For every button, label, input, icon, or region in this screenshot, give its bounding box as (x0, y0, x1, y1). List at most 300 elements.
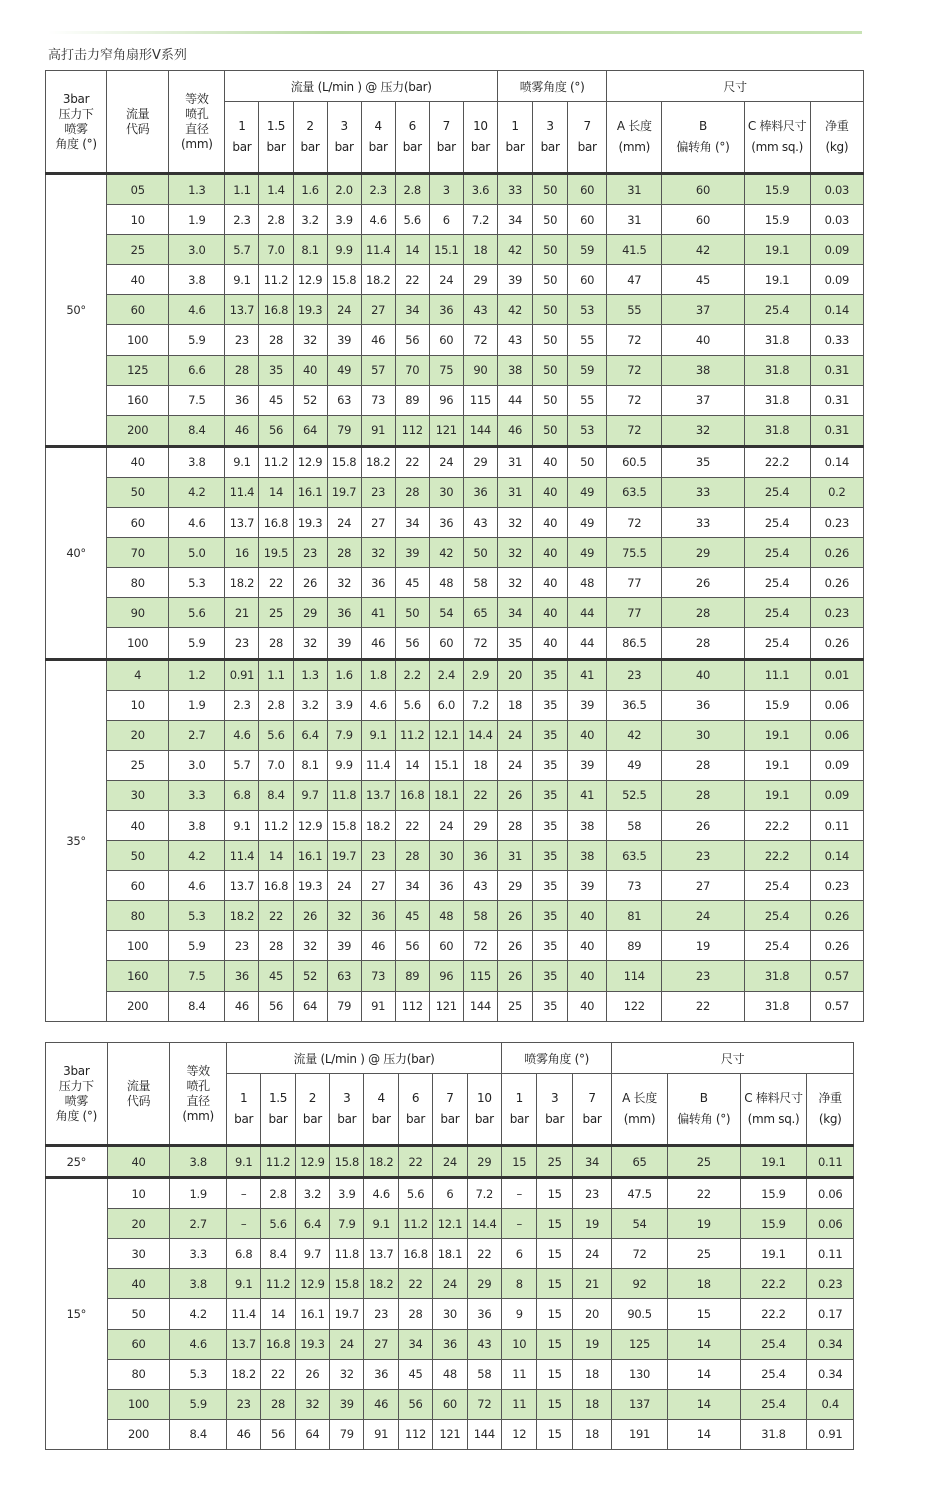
spray-angle-7bar-cell: 39 (568, 871, 607, 901)
flow-10bar-cell: 36 (467, 1299, 501, 1329)
net-weight-cell: 0.4 (807, 1389, 854, 1419)
flow-1-5bar-cell: 45 (259, 961, 293, 991)
flow-code-cell: 70 (107, 538, 169, 568)
flow-6bar-cell: 2.8 (395, 174, 429, 205)
header-spray-angle-1bar: 1 bar (497, 102, 532, 174)
dim-b-deflection-cell: 42 (662, 235, 744, 265)
flow-1bar-cell: 23 (225, 628, 259, 659)
flow-1bar-cell: 23 (225, 931, 259, 961)
flow-7bar-cell: 121 (429, 991, 463, 1021)
dim-c-bar-size-cell: 19.1 (744, 265, 810, 295)
spray-angle-1bar-cell: 34 (497, 205, 532, 235)
spray-angle-3bar-cell: 15 (537, 1209, 572, 1239)
flow-1bar-cell: 5.7 (225, 235, 259, 265)
flow-1bar-cell: 9.1 (226, 1146, 260, 1178)
dim-a-length-cell: 137 (612, 1389, 668, 1419)
flow-code-cell: 50 (107, 841, 169, 871)
flow-1bar-cell: 11.4 (225, 477, 259, 507)
flow-2bar-cell: 16.1 (295, 1299, 329, 1329)
table-row (46, 355, 864, 385)
net-weight-cell: 0.34 (807, 1359, 854, 1389)
flow-7bar-cell: 30 (433, 1299, 467, 1329)
flow-6bar-cell: 70 (395, 355, 429, 385)
flow-3bar-cell: 9.9 (327, 750, 361, 780)
orifice-diameter-cell: 8.4 (169, 415, 225, 446)
flow-6bar-cell: 56 (395, 325, 429, 355)
flow-2bar-cell: 8.1 (293, 750, 327, 780)
header-spray-angle: 3bar 压力下 喷雾 角度 (°) (46, 71, 107, 174)
flow-2bar-cell: 8.1 (293, 235, 327, 265)
flow-4bar-cell: 91 (361, 991, 395, 1021)
flow-7bar-cell: 60 (433, 1389, 467, 1419)
orifice-diameter-cell: 3.8 (170, 1269, 227, 1299)
dim-a-length-cell: 41.5 (607, 235, 662, 265)
table-row (46, 871, 864, 901)
flow-4bar-cell: 57 (361, 355, 395, 385)
flow-2bar-cell: 12.9 (295, 1269, 329, 1299)
flow-4bar-cell: 27 (361, 871, 395, 901)
dim-c-bar-size-cell: 25.4 (744, 901, 810, 931)
spray-angle-7bar-cell: 41 (568, 780, 607, 810)
flow-code-cell: 160 (107, 961, 169, 991)
orifice-diameter-cell: 5.3 (169, 901, 225, 931)
dim-b-deflection-cell: 32 (662, 415, 744, 446)
flow-4bar-cell: 91 (361, 415, 395, 446)
spray-angle-7bar-cell: 40 (568, 991, 607, 1021)
spray-angle-cell: 35° (46, 659, 107, 1021)
flow-code-cell: 20 (107, 720, 169, 750)
flow-10bar-cell: 43 (467, 1329, 501, 1359)
flow-1-5bar-cell: 22 (261, 1359, 295, 1389)
header-flow-2bar: 2 bar (293, 102, 327, 174)
net-weight-cell: 0.31 (810, 355, 863, 385)
dim-c-bar-size-cell: 25.4 (740, 1389, 807, 1419)
flow-1-5bar-cell: 14 (259, 841, 293, 871)
flow-4bar-cell: 9.1 (364, 1209, 398, 1239)
table-row (46, 1419, 854, 1449)
flow-3bar-cell: 32 (327, 901, 361, 931)
net-weight-cell: 0.06 (807, 1209, 854, 1239)
flow-6bar-cell: 22 (398, 1146, 432, 1178)
flow-4bar-cell: 18.2 (361, 265, 395, 295)
flow-10bar-cell: 72 (463, 628, 497, 659)
spray-angle-7bar-cell: 55 (568, 385, 607, 415)
net-weight-cell: 0.31 (810, 385, 863, 415)
spray-angle-1bar-cell: 38 (497, 355, 532, 385)
spray-angle-3bar-cell: 50 (533, 415, 568, 446)
flow-2bar-cell: 40 (293, 355, 327, 385)
spray-angle-3bar-cell: 15 (537, 1389, 572, 1419)
flow-1bar-cell: 13.7 (225, 871, 259, 901)
flow-10bar-cell: 29 (463, 265, 497, 295)
spray-angle-1bar-cell: 33 (497, 174, 532, 205)
dim-b-deflection-cell: 22 (662, 991, 744, 1021)
spray-angle-1bar-cell: 24 (497, 750, 532, 780)
table-row (46, 1299, 854, 1329)
dim-c-bar-size-cell: 31.8 (744, 961, 810, 991)
flow-1bar-cell: 46 (225, 991, 259, 1021)
spray-angle-7bar-cell: 38 (568, 841, 607, 871)
header-dimensions-group: 尺寸 (612, 1043, 854, 1074)
table-row (46, 538, 864, 568)
flow-1-5bar-cell: 8.4 (261, 1239, 295, 1269)
flow-1-5bar-cell: 28 (261, 1389, 295, 1419)
flow-1-5bar-cell: 35 (259, 355, 293, 385)
flow-2bar-cell: 29 (293, 598, 327, 628)
table-row (46, 841, 864, 871)
flow-6bar-cell: 34 (395, 871, 429, 901)
flow-10bar-cell: 36 (463, 477, 497, 507)
flow-1-5bar-cell: 16.8 (259, 508, 293, 538)
dim-a-length-cell: 52.5 (607, 780, 662, 810)
flow-2bar-cell: 26 (293, 568, 327, 598)
flow-2bar-cell: 9.7 (295, 1239, 329, 1269)
flow-6bar-cell: 2.2 (395, 659, 429, 690)
header-spray-angle-7bar: 7 bar (568, 102, 607, 174)
flow-6bar-cell: 22 (398, 1269, 432, 1299)
flow-code-cell: 40 (107, 446, 169, 477)
dim-a-length-cell: 90.5 (612, 1299, 668, 1329)
dim-a-length-cell: 54 (612, 1209, 668, 1239)
orifice-diameter-cell: 3.3 (169, 780, 225, 810)
header-flow-group: 流量 (L/min ) @ 压力(bar) (225, 71, 498, 102)
flow-1-5bar-cell: 56 (261, 1419, 295, 1449)
spray-angle-3bar-cell: 35 (533, 961, 568, 991)
net-weight-cell: 0.03 (810, 205, 863, 235)
flow-7bar-cell: 48 (429, 901, 463, 931)
flow-3bar-cell: 15.8 (327, 810, 361, 840)
net-weight-cell: 0.34 (807, 1329, 854, 1359)
flow-1-5bar-cell: 5.6 (261, 1209, 295, 1239)
spray-angle-7bar-cell: 60 (568, 265, 607, 295)
flow-1-5bar-cell: 11.2 (261, 1269, 295, 1299)
spray-angle-7bar-cell: 40 (568, 720, 607, 750)
flow-1-5bar-cell: 1.1 (259, 659, 293, 690)
dim-a-length-cell: 72 (607, 415, 662, 446)
header-orifice-diameter: 等效 喷孔 直径 (mm) (169, 71, 225, 174)
flow-10bar-cell: 22 (467, 1239, 501, 1269)
spray-angle-7bar-cell: 59 (568, 235, 607, 265)
flow-1-5bar-cell: 11.2 (259, 810, 293, 840)
header-flow-code: 流量 代码 (107, 1043, 170, 1146)
flow-10bar-cell: 65 (463, 598, 497, 628)
top-accent-line (48, 31, 862, 34)
header-spray-angle-1bar: 1 bar (502, 1074, 537, 1146)
flow-6bar-cell: 14 (395, 750, 429, 780)
spray-angle-1bar-cell: 32 (497, 568, 532, 598)
spray-angle-1bar-cell: 42 (497, 295, 532, 325)
flow-1bar-cell: 23 (225, 325, 259, 355)
spray-angle-3bar-cell: 40 (533, 568, 568, 598)
net-weight-cell: 0.01 (810, 659, 863, 690)
spray-angle-7bar-cell: 40 (568, 901, 607, 931)
flow-4bar-cell: 23 (364, 1299, 398, 1329)
flow-1-5bar-cell: 19.5 (259, 538, 293, 568)
dim-c-bar-size-cell: 19.1 (744, 235, 810, 265)
flow-4bar-cell: 36 (361, 568, 395, 598)
table-row (46, 1389, 854, 1419)
net-weight-cell: 0.57 (810, 991, 863, 1021)
flow-10bar-cell: 7.2 (463, 205, 497, 235)
flow-code-cell: 160 (107, 385, 169, 415)
flow-4bar-cell: 27 (364, 1329, 398, 1359)
flow-10bar-cell: 14.4 (463, 720, 497, 750)
flow-3bar-cell: 9.9 (327, 235, 361, 265)
spray-angle-3bar-cell: 15 (537, 1299, 572, 1329)
dim-a-length-cell: 31 (607, 174, 662, 205)
flow-2bar-cell: 1.3 (293, 659, 327, 690)
flow-1-5bar-cell: 5.6 (259, 720, 293, 750)
orifice-diameter-cell: 3.3 (170, 1239, 227, 1269)
dim-b-deflection-cell: 45 (662, 265, 744, 295)
dim-a-length-cell: 130 (612, 1359, 668, 1389)
flow-code-cell: 80 (107, 1359, 170, 1389)
flow-7bar-cell: 12.1 (429, 720, 463, 750)
orifice-diameter-cell: 1.9 (170, 1178, 227, 1209)
spray-angle-1bar-cell: 31 (497, 446, 532, 477)
header-dim-a-length: A 长度 (mm) (607, 102, 662, 174)
dim-b-deflection-cell: 40 (662, 659, 744, 690)
dim-c-bar-size-cell: 25.4 (744, 871, 810, 901)
dim-a-length-cell: 89 (607, 931, 662, 961)
angle-group (46, 1146, 854, 1178)
spray-angle-3bar-cell: 15 (537, 1359, 572, 1389)
orifice-diameter-cell: 4.6 (169, 871, 225, 901)
flow-1bar-cell: 11.4 (226, 1299, 260, 1329)
table-row (46, 1239, 854, 1269)
flow-code-cell: 200 (107, 415, 169, 446)
spray-angle-3bar-cell: 40 (533, 598, 568, 628)
flow-2bar-cell: 64 (295, 1419, 329, 1449)
flow-1-5bar-cell: 14 (259, 477, 293, 507)
spray-angle-cell: 15° (46, 1178, 108, 1450)
flow-6bar-cell: 56 (395, 628, 429, 659)
net-weight-cell: 0.09 (810, 780, 863, 810)
flow-7bar-cell: 96 (429, 385, 463, 415)
flow-7bar-cell: 48 (433, 1359, 467, 1389)
table-row (46, 235, 864, 265)
header-orifice-diameter: 等效 喷孔 直径 (mm) (170, 1043, 227, 1146)
table-row (46, 446, 864, 477)
dim-c-bar-size-cell: 22.2 (744, 446, 810, 477)
dim-a-length-cell: 23 (607, 659, 662, 690)
flow-10bar-cell: 29 (467, 1269, 501, 1299)
flow-7bar-cell: 42 (429, 538, 463, 568)
flow-1-5bar-cell: 2.8 (259, 205, 293, 235)
flow-1bar-cell: 13.7 (225, 295, 259, 325)
dim-a-length-cell: 47.5 (612, 1178, 668, 1209)
flow-6bar-cell: 16.8 (395, 780, 429, 810)
flow-1bar-cell: 11.4 (225, 841, 259, 871)
header-flow-1bar: 1 bar (226, 1074, 260, 1146)
flow-1bar-cell: 13.7 (226, 1329, 260, 1359)
flow-2bar-cell: 26 (293, 901, 327, 931)
net-weight-cell: 0.06 (810, 720, 863, 750)
dim-c-bar-size-cell: 15.9 (744, 205, 810, 235)
flow-10bar-cell: 58 (463, 568, 497, 598)
table-row (46, 568, 864, 598)
flow-7bar-cell: 6.0 (429, 690, 463, 720)
spray-angle-1bar-cell: 32 (497, 508, 532, 538)
page-title: 高打击力窄角扇形V系列 (48, 48, 187, 63)
spray-angle-7bar-cell: 50 (568, 446, 607, 477)
flow-3bar-cell: 24 (330, 1329, 364, 1359)
orifice-diameter-cell: 3.8 (170, 1146, 227, 1178)
spray-angle-3bar-cell: 15 (537, 1269, 572, 1299)
flow-6bar-cell: 11.2 (398, 1209, 432, 1239)
flow-10bar-cell: 50 (463, 538, 497, 568)
spray-angle-3bar-cell: 35 (533, 810, 568, 840)
spray-angle-7bar-cell: 41 (568, 659, 607, 690)
spray-angle-7bar-cell: 34 (572, 1146, 611, 1178)
dim-b-deflection-cell: 28 (662, 628, 744, 659)
orifice-diameter-cell: 7.5 (169, 385, 225, 415)
angle-group (46, 446, 864, 659)
orifice-diameter-cell: 3.8 (169, 810, 225, 840)
dim-b-deflection-cell: 40 (662, 325, 744, 355)
flow-6bar-cell: 5.6 (398, 1178, 432, 1209)
flow-10bar-cell: 29 (463, 446, 497, 477)
dim-b-deflection-cell: 30 (662, 720, 744, 750)
flow-4bar-cell: 27 (361, 508, 395, 538)
flow-2bar-cell: 12.9 (293, 810, 327, 840)
flow-10bar-cell: 58 (467, 1359, 501, 1389)
dim-c-bar-size-cell: 19.1 (744, 780, 810, 810)
header-spray-group: 喷雾角度 (°) (497, 71, 606, 102)
spray-angle-1bar-cell: 32 (497, 538, 532, 568)
dim-c-bar-size-cell: 25.4 (744, 508, 810, 538)
spray-angle-3bar-cell: 15 (537, 1239, 572, 1269)
flow-7bar-cell: 48 (429, 568, 463, 598)
flow-10bar-cell: 144 (467, 1419, 501, 1449)
flow-6bar-cell: 45 (398, 1359, 432, 1389)
dim-b-deflection-cell: 14 (667, 1329, 740, 1359)
flow-2bar-cell: 32 (293, 628, 327, 659)
flow-4bar-cell: 46 (361, 628, 395, 659)
spray-angle-3bar-cell: 40 (533, 477, 568, 507)
net-weight-cell: 0.11 (807, 1239, 854, 1269)
flow-1bar-cell: 46 (226, 1419, 260, 1449)
dim-c-bar-size-cell: 15.9 (744, 690, 810, 720)
table-row (46, 1269, 854, 1299)
dim-c-bar-size-cell: 15.9 (740, 1209, 807, 1239)
spray-angle-7bar-cell: 39 (568, 750, 607, 780)
orifice-diameter-cell: 8.4 (169, 991, 225, 1021)
flow-3bar-cell: 24 (327, 295, 361, 325)
spray-angle-3bar-cell: 40 (533, 446, 568, 477)
flow-1bar-cell: 2.3 (225, 205, 259, 235)
spray-angle-3bar-cell: 50 (533, 235, 568, 265)
flow-4bar-cell: 23 (361, 477, 395, 507)
flow-2bar-cell: 3.2 (293, 690, 327, 720)
net-weight-cell: 0.26 (810, 931, 863, 961)
flow-7bar-cell: 2.4 (429, 659, 463, 690)
flow-6bar-cell: 22 (395, 446, 429, 477)
flow-4bar-cell: 32 (361, 538, 395, 568)
spray-angle-cell: 50° (46, 174, 107, 447)
flow-4bar-cell: 36 (361, 901, 395, 931)
flow-2bar-cell: 26 (295, 1359, 329, 1389)
flow-6bar-cell: 89 (395, 385, 429, 415)
flow-1-5bar-cell: 22 (259, 901, 293, 931)
spray-angle-3bar-cell: 25 (537, 1146, 572, 1178)
dim-a-length-cell: 72 (607, 508, 662, 538)
flow-1bar-cell: 36 (225, 961, 259, 991)
flow-7bar-cell: 36 (429, 871, 463, 901)
flow-3bar-cell: 19.7 (327, 477, 361, 507)
dim-c-bar-size-cell: 25.4 (744, 295, 810, 325)
spray-angle-1bar-cell: 10 (502, 1329, 537, 1359)
spray-angle-1bar-cell: 28 (497, 810, 532, 840)
dim-b-deflection-cell: 60 (662, 174, 744, 205)
spray-angle-3bar-cell: 15 (537, 1419, 572, 1449)
flow-1bar-cell: 16 (225, 538, 259, 568)
dim-c-bar-size-cell: 31.8 (744, 325, 810, 355)
spray-angle-1bar-cell: 46 (497, 415, 532, 446)
flow-7bar-cell: 6 (433, 1178, 467, 1209)
spray-angle-3bar-cell: 50 (533, 295, 568, 325)
flow-2bar-cell: 19.3 (293, 508, 327, 538)
dim-c-bar-size-cell: 19.1 (744, 720, 810, 750)
flow-3bar-cell: 3.9 (327, 205, 361, 235)
dim-c-bar-size-cell: 19.1 (740, 1239, 807, 1269)
table-row (46, 265, 864, 295)
spray-angle-3bar-cell: 35 (533, 991, 568, 1021)
flow-2bar-cell: 23 (293, 538, 327, 568)
dim-a-length-cell: 55 (607, 295, 662, 325)
flow-2bar-cell: 64 (293, 991, 327, 1021)
flow-7bar-cell: 24 (433, 1146, 467, 1178)
flow-10bar-cell: 18 (463, 235, 497, 265)
flow-1-5bar-cell: 7.0 (259, 235, 293, 265)
flow-10bar-cell: 7.2 (467, 1178, 501, 1209)
orifice-diameter-cell: 1.9 (169, 205, 225, 235)
header-dim-c-bar-size: C 棒料尺寸 (mm sq.) (744, 102, 810, 174)
flow-3bar-cell: 79 (327, 415, 361, 446)
net-weight-cell: 0.09 (810, 265, 863, 295)
flow-2bar-cell: 6.4 (293, 720, 327, 750)
flow-1-5bar-cell: 56 (259, 991, 293, 1021)
flow-code-cell: 100 (107, 628, 169, 659)
flow-3bar-cell: 49 (327, 355, 361, 385)
dim-a-length-cell: 77 (607, 568, 662, 598)
flow-1bar-cell: 9.1 (225, 810, 259, 840)
flow-3bar-cell: 3.9 (327, 690, 361, 720)
orifice-diameter-cell: 1.3 (169, 174, 225, 205)
flow-10bar-cell: 7.2 (463, 690, 497, 720)
spray-angle-cell: 40° (46, 446, 107, 659)
orifice-diameter-cell: 2.7 (170, 1209, 227, 1239)
header-dimensions-group: 尺寸 (607, 71, 864, 102)
flow-6bar-cell: 28 (395, 477, 429, 507)
dim-b-deflection-cell: 26 (662, 810, 744, 840)
flow-1-5bar-cell: 45 (259, 385, 293, 415)
flow-1-5bar-cell: 11.2 (259, 265, 293, 295)
dim-c-bar-size-cell: 15.9 (740, 1178, 807, 1209)
spec-table-1 (45, 70, 864, 1022)
dim-b-deflection-cell: 14 (667, 1389, 740, 1419)
dim-a-length-cell: 49 (607, 750, 662, 780)
flow-4bar-cell: 13.7 (361, 780, 395, 810)
flow-3bar-cell: 32 (330, 1359, 364, 1389)
dim-a-length-cell: 92 (612, 1269, 668, 1299)
flow-1-5bar-cell: 28 (259, 931, 293, 961)
dim-a-length-cell: 77 (607, 598, 662, 628)
spray-angle-3bar-cell: 15 (537, 1329, 572, 1359)
flow-code-cell: 25 (107, 235, 169, 265)
flow-3bar-cell: 15.8 (327, 265, 361, 295)
flow-7bar-cell: 24 (433, 1269, 467, 1299)
